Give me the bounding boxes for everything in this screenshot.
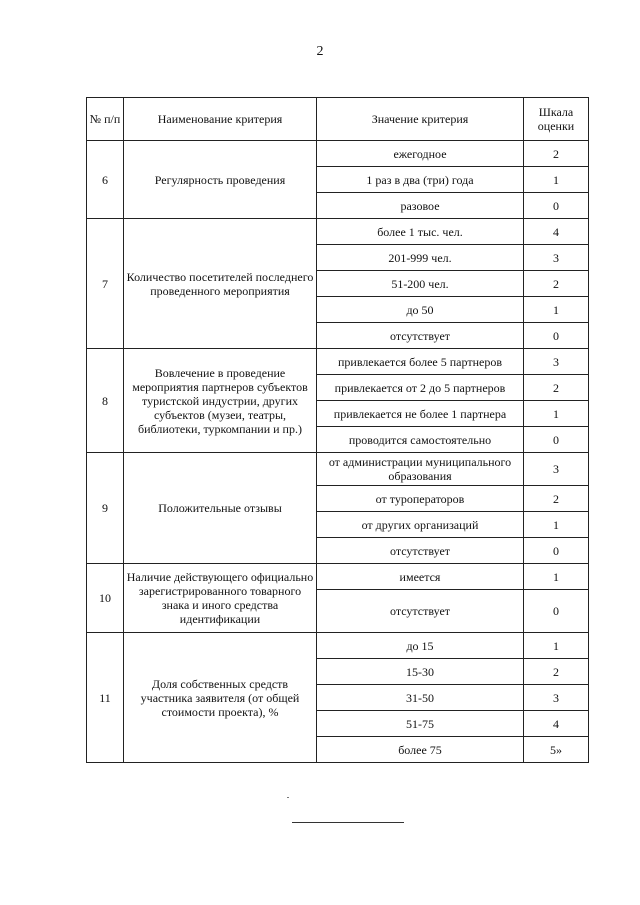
criterion-number: 10 [87, 564, 124, 633]
criterion-number: 7 [87, 219, 124, 349]
header-score: Шкала оценки [524, 98, 589, 141]
header-value: Значение критерия [317, 98, 524, 141]
criterion-name: Вовлечение в проведение мероприятия партнеров субъектов туристской индустрии, других субъектов (музеи, театры, библиотеки, туркомпании и пр.) [124, 349, 317, 453]
criterion-score: 3 [524, 453, 589, 486]
criterion-value: ежегодное [317, 141, 524, 167]
criterion-number: 6 [87, 141, 124, 219]
page-number: 2 [316, 44, 324, 59]
criterion-score: 3 [524, 349, 589, 375]
end-divider [292, 822, 404, 823]
criterion-value: разовое [317, 193, 524, 219]
table-header-row [87, 98, 589, 141]
criterion-value: более 1 тыс. чел. [317, 219, 524, 245]
criterion-number: 8 [87, 349, 124, 453]
criterion-value: привлекается более 5 партнеров [317, 349, 524, 375]
criterion-score: 0 [524, 193, 589, 219]
criterion-value: имеется [317, 564, 524, 590]
criterion-value: 201-999 чел. [317, 245, 524, 271]
criterion-score: 1 [524, 512, 589, 538]
criterion-score: 1 [524, 167, 589, 193]
criterion-score: 2 [524, 375, 589, 401]
criterion-name: Количество посетителей последнего проведенного мероприятия [124, 219, 317, 349]
criterion-name: Регулярность проведения [124, 141, 317, 219]
criterion-name: Положительные отзывы [124, 453, 317, 564]
criterion-score: 0 [524, 590, 589, 633]
criterion-value: отсутствует [317, 538, 524, 564]
criterion-value: привлекается не более 1 партнера [317, 401, 524, 427]
criterion-score: 1 [524, 297, 589, 323]
table-row [87, 564, 589, 590]
criterion-value: отсутствует [317, 590, 524, 633]
criterion-score: 0 [524, 538, 589, 564]
criterion-value: до 50 [317, 297, 524, 323]
criterion-value: 51-75 [317, 711, 524, 737]
criterion-score: 4 [524, 219, 589, 245]
scan-speck [287, 797, 289, 798]
criterion-score: 3 [524, 245, 589, 271]
criterion-value: проводится самостоятельно [317, 427, 524, 453]
criterion-value: отсутствует [317, 323, 524, 349]
criterion-score: 2 [524, 141, 589, 167]
criterion-value: 51-200 чел. [317, 271, 524, 297]
table-row [87, 141, 589, 167]
criterion-score: 0 [524, 323, 589, 349]
header-name: Наименование критерия [124, 98, 317, 141]
criterion-score: 2 [524, 486, 589, 512]
criterion-score: 1 [524, 633, 589, 659]
criterion-score: 2 [524, 659, 589, 685]
table-row [87, 633, 589, 659]
criterion-value: привлекается от 2 до 5 партнеров [317, 375, 524, 401]
criterion-value: до 15 [317, 633, 524, 659]
criterion-number: 11 [87, 633, 124, 763]
criterion-value: 31-50 [317, 685, 524, 711]
criterion-score: 1 [524, 401, 589, 427]
criterion-value: 15-30 [317, 659, 524, 685]
criterion-value: от администрации муниципального образования [317, 453, 524, 486]
criterion-score: 1 [524, 564, 589, 590]
table-row [87, 349, 589, 375]
criterion-number: 9 [87, 453, 124, 564]
criterion-value: от туроператоров [317, 486, 524, 512]
criterion-score: 3 [524, 685, 589, 711]
criterion-name: Доля собственных средств участника заявителя (от общей стоимости проекта), % [124, 633, 317, 763]
criterion-name: Наличие действующего официально зарегистрированного товарного знака и иного средства идентификации [124, 564, 317, 633]
criterion-value: 1 раз в два (три) года [317, 167, 524, 193]
criteria-table [86, 97, 589, 763]
table-row [87, 219, 589, 245]
table-row [87, 453, 589, 486]
criterion-value: от других организаций [317, 512, 524, 538]
criterion-value: более 75 [317, 737, 524, 763]
header-num: № п/п [87, 98, 124, 141]
criterion-score: 5» [524, 737, 589, 763]
criterion-score: 0 [524, 427, 589, 453]
criterion-score: 4 [524, 711, 589, 737]
criterion-score: 2 [524, 271, 589, 297]
